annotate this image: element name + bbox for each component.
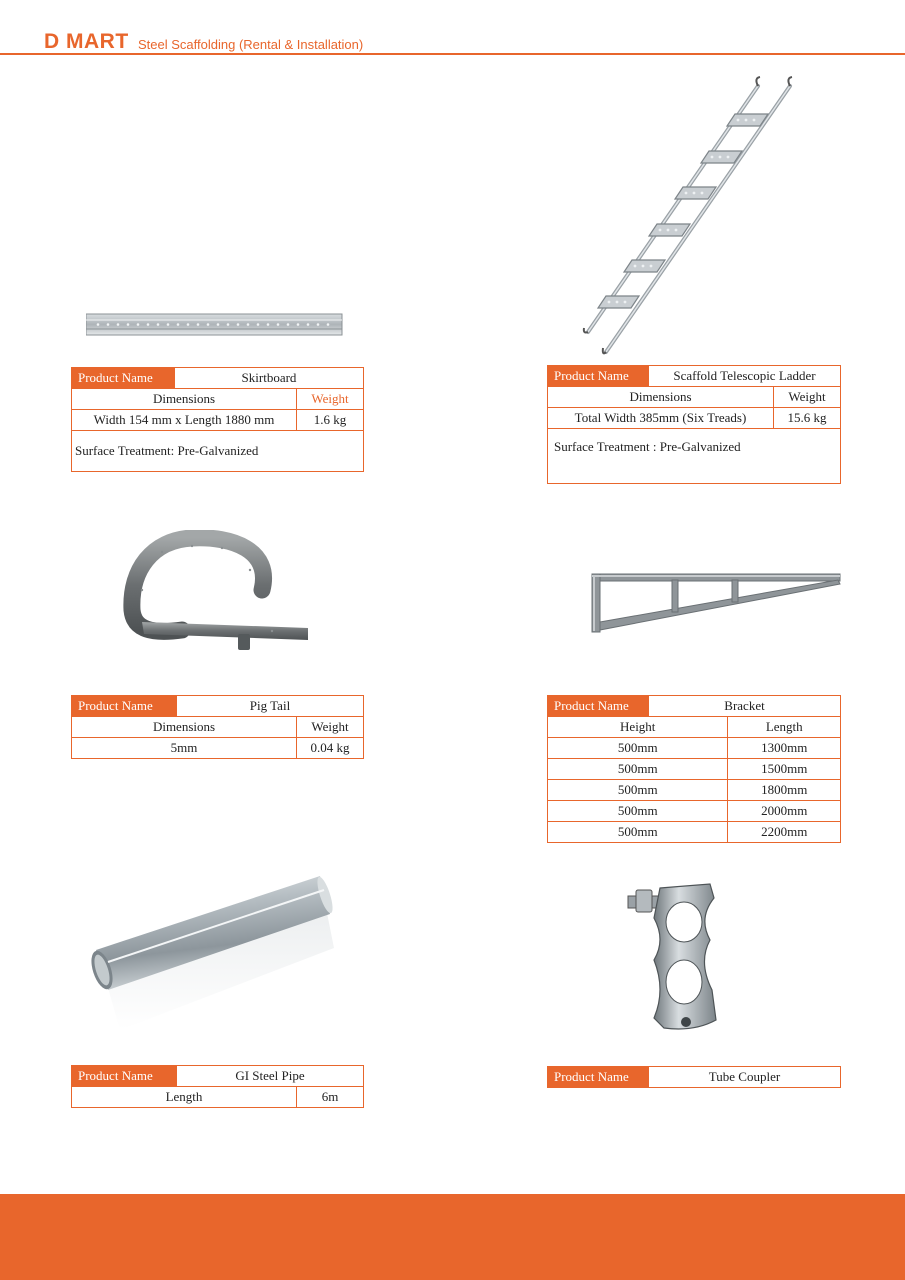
weight-value: 1.6 kg: [297, 410, 364, 431]
skirtboard-spec-table: [71, 367, 364, 472]
telescopic-ladder-image: [578, 74, 800, 360]
dimensions-value: Total Width 385mm (Six Treads): [548, 408, 774, 429]
product-name-label: Product Name: [72, 1066, 177, 1087]
length-header: Length: [728, 717, 841, 738]
length-value: 1500mm: [728, 759, 841, 780]
dimensions-header: Dimensions: [72, 389, 297, 410]
product-name-label: Product Name: [548, 366, 649, 387]
product-name: GI Steel Pipe: [177, 1066, 364, 1087]
height-value: 500mm: [548, 801, 728, 822]
weight-header: Weight: [297, 717, 364, 738]
height-value: 500mm: [548, 822, 728, 843]
product-name: Tube Coupler: [649, 1067, 841, 1088]
product-name: Scaffold Telescopic Ladder: [649, 366, 841, 387]
weight-value: 0.04 kg: [297, 738, 364, 759]
tube-coupler-image: [624, 878, 724, 1034]
height-value: 500mm: [548, 759, 728, 780]
header-rule: [0, 53, 905, 55]
height-value: 500mm: [548, 738, 728, 759]
weight-header: Weight: [774, 387, 841, 408]
length-value: 6m: [297, 1087, 364, 1108]
steel-pipe-image: [88, 870, 338, 1040]
dimensions-value: Width 154 mm x Length 1880 mm: [72, 410, 297, 431]
surface-treatment-note: Surface Treatment: Pre-Galvanized: [72, 431, 364, 472]
surface-treatment-note: Surface Treatment : Pre-Galvanized: [548, 429, 841, 484]
product-name-label: Product Name: [72, 696, 177, 717]
height-value: 500mm: [548, 780, 728, 801]
page-header: [0, 0, 905, 56]
tube-coupler-spec-table: [547, 1066, 841, 1088]
height-header: Height: [548, 717, 728, 738]
dimensions-header: Dimensions: [548, 387, 774, 408]
footer-band: [0, 1194, 905, 1280]
product-name-label: Product Name: [72, 368, 175, 389]
weight-value: 15.6 kg: [774, 408, 841, 429]
length-value: 1300mm: [728, 738, 841, 759]
product-name: Pig Tail: [177, 696, 364, 717]
length-value: 1800mm: [728, 780, 841, 801]
dimensions-value: 5mm: [72, 738, 297, 759]
product-name-label: Product Name: [548, 696, 649, 717]
length-value: 2000mm: [728, 801, 841, 822]
product-name-label: Product Name: [548, 1067, 649, 1088]
bracket-image: [590, 570, 842, 636]
skirtboard-image: [86, 312, 344, 338]
pig-tail-spec-table: [71, 695, 364, 759]
product-name: Bracket: [649, 696, 841, 717]
product-name: Skirtboard: [175, 368, 364, 389]
brand-logo: D MART: [44, 30, 129, 53]
length-header: Length: [72, 1087, 297, 1108]
bracket-spec-table: [547, 695, 841, 843]
ladder-spec-table: [547, 365, 841, 484]
length-value: 2200mm: [728, 822, 841, 843]
steel-pipe-spec-table: [71, 1065, 364, 1108]
pig-tail-image: [122, 530, 314, 654]
tagline: Steel Scaffolding (Rental & Installation): [138, 37, 364, 52]
weight-header: Weight: [297, 389, 364, 410]
dimensions-header: Dimensions: [72, 717, 297, 738]
